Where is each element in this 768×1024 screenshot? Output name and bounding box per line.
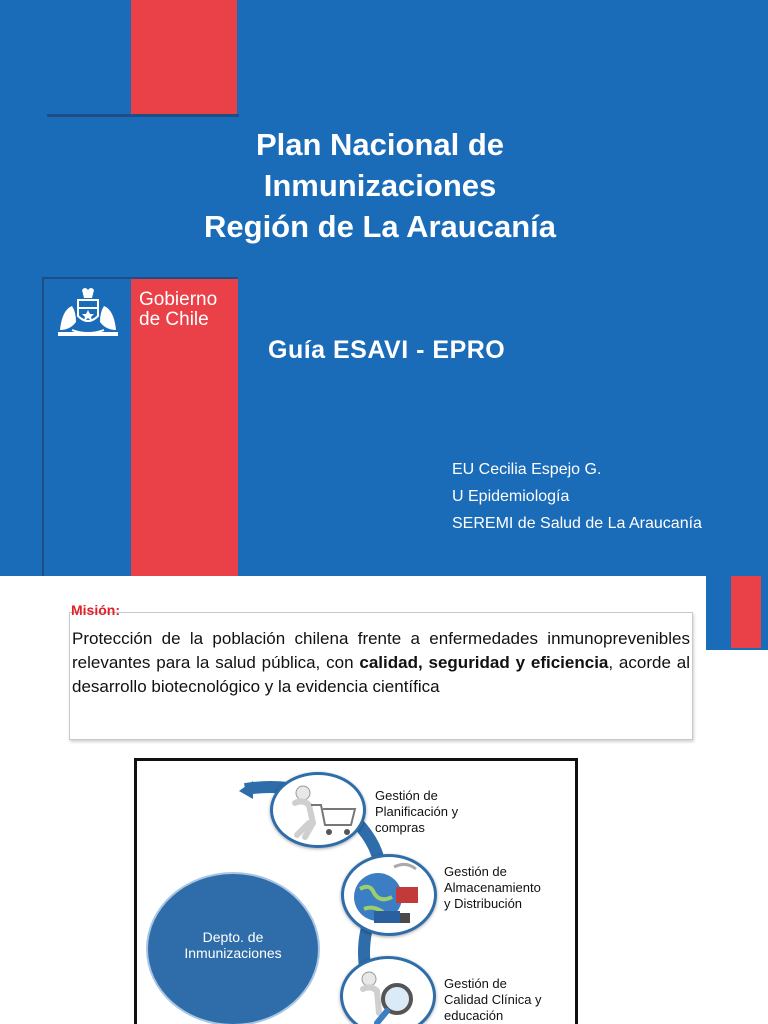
slide-title: Plan Nacional de Inmunizaciones Región de La Araucanía [204, 127, 556, 244]
mission-text: Protección de la población chilena frente a enfermedades inmunoprevenibles relevantes para la salud pública, con calidad, seguridad y eficiencia, acorde al desarrollo biotecnológico y la evidencia científica [72, 629, 690, 696]
shopping-cart-icon [273, 775, 363, 845]
author-name: EU Cecilia Espejo G. [452, 461, 602, 478]
flag-red-block-top [131, 0, 237, 116]
author-unit: U Epidemiología [452, 488, 570, 505]
logo-text-de-chile: de Chile [139, 309, 209, 330]
flag-red-corner [731, 576, 761, 648]
globe-logistics-circle [341, 854, 437, 936]
slide-subtitle: Guía ESAVI - EPRO [268, 336, 506, 364]
item-planificacion-label: Gestión de Planificación y compras [375, 788, 459, 835]
logo-text-gobierno: Gobierno [139, 289, 218, 310]
globe-logistics-icon [344, 857, 434, 933]
divider-line [47, 114, 239, 117]
item-calidad-label: Gestión de Calidad Clínica y educación [444, 976, 542, 1023]
item-almacenamiento-label: Gestión de Almacenamiento y Distribución [444, 864, 541, 911]
mission-text-emphasis: calidad, seguridad y eficiencia [359, 653, 609, 672]
department-label: Depto. de Inmunizaciones [184, 929, 282, 961]
mission-label: Misión: [71, 602, 120, 618]
magnifying-glass-icon [343, 959, 433, 1024]
chile-coat-of-arms-icon [52, 286, 124, 342]
mission-slide [0, 576, 768, 1024]
shopping-cart-circle [270, 772, 366, 848]
author-organization: SEREMI de Salud de La Araucanía [452, 515, 702, 532]
